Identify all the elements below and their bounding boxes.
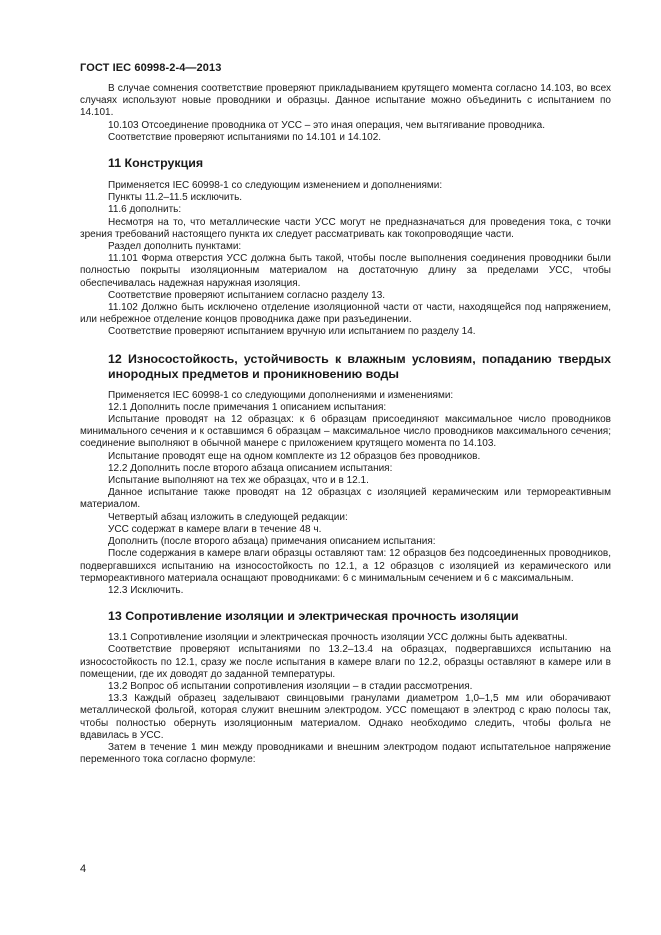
page-header: ГОСТ IEC 60998-2-4—2013 bbox=[80, 62, 222, 74]
paragraph: 11.101 Форма отверстия УСС должна быть такой, чтобы после выполнения соединения проводники были полностью покрыты изоляционным материалом на достаточную длину за пределами УСС, чтобы обеспечивалась надежная наружная изоляция. bbox=[80, 253, 611, 289]
paragraph: 10.103 Отсоединение проводника от УСС – это иная операция, чем вытягивание проводника. bbox=[108, 119, 545, 131]
paragraph: Испытание проводят на 12 образцах: к 6 образцам присоединяют максимальное число проводников минимального сечения и к оставшимся 6 образцам – максимальное число проводников максимального сечения; соединение выполняют в обычной манере с приложением крутящего момента по 14.103. bbox=[80, 414, 611, 450]
paragraph: Четвертый абзац изложить в следующей редакции: bbox=[108, 511, 348, 523]
paragraph: Затем в течение 1 мин между проводниками и внешним электродом подают испытательное напряжение переменного тока согласно формуле: bbox=[80, 741, 611, 766]
paragraph: Соответствие проверяют испытаниями по 14.101 и 14.102. bbox=[108, 131, 382, 143]
paragraph: Соответствие проверяют испытаниями по 13.2–13.4 на образцах, подвергавшихся испытанию на износостойкость по 12.1, сразу же после испытания в камере влаги по 12.2, образцы оставляют в камере или в помещении, где их доводят до заданной температуры. bbox=[80, 644, 611, 680]
paragraph: Раздел дополнить пунктами: bbox=[108, 241, 242, 253]
paragraph: Соответствие проверяют испытанием согласно разделу 13. bbox=[108, 289, 386, 301]
paragraph: 13.1 Сопротивление изоляции и электрическая прочность изоляции УСС должны быть адекватны. bbox=[108, 632, 568, 644]
paragraph: Испытание проводят еще на одном комплекте из 12 образцов без проводников. bbox=[108, 450, 481, 462]
paragraph: 12.2 Дополнить после второго абзаца описанием испытания: bbox=[108, 462, 393, 474]
paragraph: Испытание выполняют на тех же образцах, что и в 12.1. bbox=[108, 475, 369, 487]
paragraph: 11.102 Должно быть исключено отделение изоляционной части от части, находящейся под напряжением, или небрежное отделение концов проводника даже при разъединении. bbox=[80, 302, 611, 326]
section-heading-12: 12 Износостойкость, устойчивость к влажным условиям, попаданию твердых инородных предметов и проникновению воды bbox=[108, 351, 611, 381]
paragraph: 12.3 Исключить. bbox=[108, 584, 184, 596]
document-body bbox=[80, 83, 611, 766]
paragraph: Применяется IEC 60998-1 со следующими дополнениями и изменениями: bbox=[108, 389, 454, 401]
paragraph: 11.6 дополнить: bbox=[108, 204, 182, 216]
paragraph: Соответствие проверяют испытанием вручную или испытанием по разделу 14. bbox=[108, 326, 476, 338]
paragraph: Несмотря на то, что металлические части УСС могут не предназначаться для проведения тока, с точки зрения требований настоящего пункта их следует рассматривать как токопроводящие части. bbox=[80, 216, 611, 240]
section-heading-13: 13 Сопротивление изоляции и электрическая прочность изоляции bbox=[108, 609, 519, 624]
paragraph: Пункты 11.2–11.5 исключить. bbox=[108, 192, 243, 204]
page-number: 4 bbox=[80, 863, 87, 875]
paragraph: 12.1 Дополнить после примечания 1 описанием испытания: bbox=[108, 401, 387, 413]
paragraph: 13.3 Каждый образец заделывают свинцовыми гранулами диаметром 1,0–1,5 мм или оборачивают металлической фольгой, которая служит внешним электродом. УСС помещают в электрод с краю полосы так, чтобы полностью обернуть изоляционным материалом. Однако необходимо следить, чтобы фольга не вдавилась в УСС. bbox=[80, 693, 611, 741]
paragraph: УСС содержат в камере влаги в течение 48 ч. bbox=[108, 523, 322, 535]
paragraph: Применяется IEC 60998-1 со следующим изменением и дополнениями: bbox=[108, 180, 443, 192]
paragraph: Данное испытание также проводят на 12 образцах с изоляцией керамическим или термореактивным материалом. bbox=[80, 487, 611, 511]
paragraph: 13.2 Вопрос об испытании сопротивления изоляции – в стадии рассмотрения. bbox=[108, 680, 473, 692]
section-heading-11: 11 Конструкция bbox=[108, 156, 204, 171]
paragraph: Дополнить (после второго абзаца) примечания описанием испытания: bbox=[108, 536, 436, 548]
paragraph: В случае сомнения соответствие проверяют прикладыванием крутящего момента согласно 14.103, во всех случаях используют новые проводники и образцы. Данное испытание можно объединить с испытанием по 14.101. bbox=[80, 83, 611, 119]
paragraph: После содержания в камере влаги образцы оставляют там: 12 образцов без подсоединенных проводников, подвергавшихся испытанию на износостойкость по 12.1, а 12 образцов с изоляцией из керамического или термореактивного материала оснащают проводниками: 6 с минимальным сечением и 6 с максимальным. bbox=[80, 548, 611, 584]
